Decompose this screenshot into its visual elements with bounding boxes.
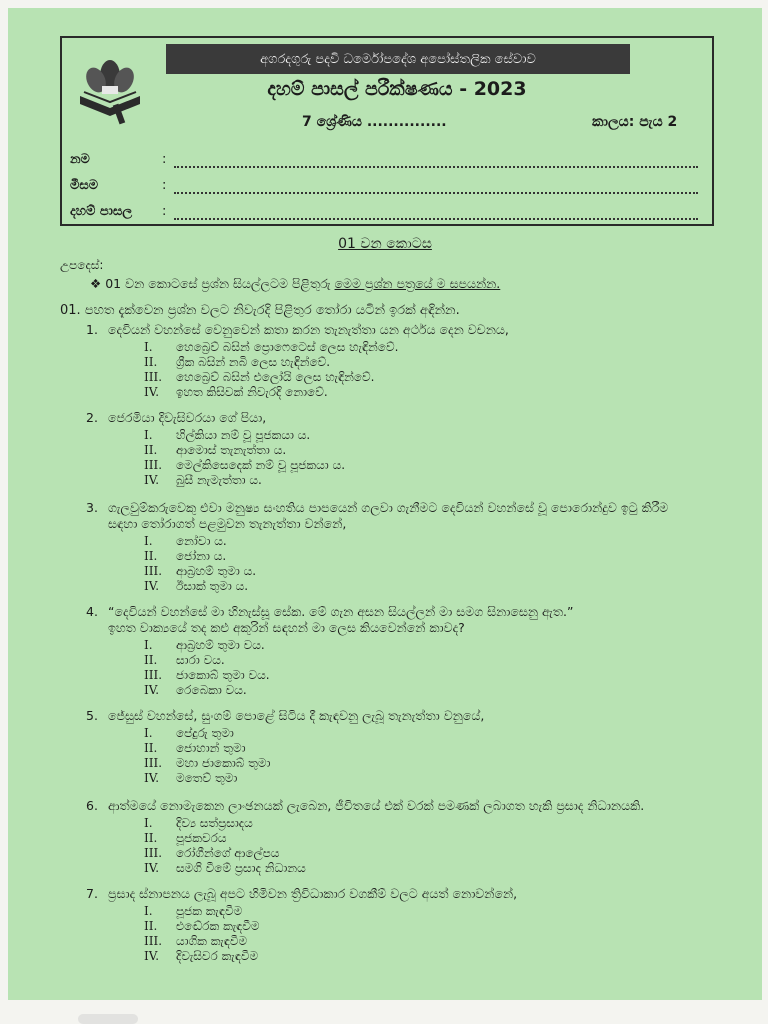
option-text: රෙබෙකා වය. xyxy=(176,683,247,697)
grade-label: 7 ශ්‍රේණිය ............... xyxy=(302,114,447,130)
time-label: කාලය: පැය 2 xyxy=(592,114,678,130)
question-text: “දෙවියන් වහන්සේ මා හිනැස්සූ සේක. මේ ගැන අසන සියල්ලන් මා සමග සිනාසෙනු ඇත.” xyxy=(108,604,574,619)
option-text: ඉහත කිසිවක් නිවැරදි නොවේ. xyxy=(176,385,328,399)
option-text: හිල්කියා නම් වූ පූජකයා ය. xyxy=(176,428,311,442)
exam-paper xyxy=(8,8,762,1000)
exam-title: දහම් පාසල් පරීක්ෂණය - 2023 xyxy=(267,78,527,100)
option-numeral: II. xyxy=(144,653,158,667)
section-title: 01 වන කොටස xyxy=(338,236,432,252)
option-3[interactable] xyxy=(144,934,736,949)
option-text: සාරා වය. xyxy=(176,653,225,667)
option-2[interactable] xyxy=(144,919,736,934)
question-text-continued: සඳහා තෝරාගත් පළමුවන තැනැත්තා වන්නේ, xyxy=(108,516,347,531)
option-numeral: III. xyxy=(144,370,163,384)
parish-field[interactable]: මීසම : xyxy=(70,178,690,200)
option-text: ආබ්‍රහම් තුමා වය. xyxy=(176,638,265,652)
option-numeral: I. xyxy=(144,428,153,442)
question-number: 1. xyxy=(86,322,98,337)
option-numeral: I. xyxy=(144,638,153,652)
option-numeral: II. xyxy=(144,549,158,563)
options-list xyxy=(144,428,736,488)
option-numeral: III. xyxy=(144,564,163,578)
option-text: ඊසාක් තුමා ය. xyxy=(176,579,249,593)
option-numeral: IV. xyxy=(144,771,160,785)
options-list xyxy=(144,638,736,698)
option-numeral: II. xyxy=(144,443,158,457)
banner: අගරදගුරු පදවි ධර්මෝපදේශ අපෝස්තලික සේවාව xyxy=(166,44,630,74)
school-label: දහම් පාසල xyxy=(70,204,133,219)
options-list xyxy=(144,534,736,594)
option-4[interactable] xyxy=(144,579,736,594)
option-text: බුසී නැමැත්තා ය. xyxy=(176,473,262,487)
main-question: 01. පහත දැක්වෙන ප්‍රශ්න වලට නිවැරදි පිළිතුර තෝරා යටින් ඉරක් අඳින්න. xyxy=(60,303,460,318)
question-1 xyxy=(86,322,736,400)
option-numeral: II. xyxy=(144,919,158,933)
option-text: මෙල්කිසෙදෙක් නම් වූ පූජකයා ය. xyxy=(176,458,346,472)
options-list xyxy=(144,816,736,876)
option-text: හෙබ්‍රෙව් බසින් එලෝයි ලෙස හැඳින්වේ. xyxy=(176,370,375,384)
question-text: ජෙරමියා දිවැසිවරයා ගේ පියා, xyxy=(108,410,267,425)
option-4[interactable] xyxy=(144,473,736,488)
question-text-continued: ඉහත වාක්‍යයේ තද කළු අකුරින් සඳහන් මා ලෙස කියවෙන්නේ කාවද? xyxy=(108,620,465,635)
parish-label: මීසම xyxy=(70,178,99,193)
question-number: 7. xyxy=(86,886,98,901)
options-list xyxy=(144,340,736,400)
option-text: ජාකොබ් තුමා වය. xyxy=(176,668,270,682)
option-numeral: IV. xyxy=(144,683,160,697)
question-text: ප්‍රසාද ස්නාපනය ලැබූ අපට හිමිවන ත්‍රිවිධාකාර වගකීම් වලට අයත් නොවන්නේ, xyxy=(108,886,518,901)
option-text: එඬේරක කැඳවීම xyxy=(176,919,260,933)
option-text: යාගික කැඳවීම xyxy=(176,934,248,948)
option-text: ආමොස් තැනැත්තා ය. xyxy=(176,443,287,457)
option-text: ආබ්‍රහම් තුමා ය. xyxy=(176,564,257,578)
option-text: රෝගීන්ගේ ආලේපය xyxy=(176,846,280,860)
option-text: පේදුරු තුමා xyxy=(176,726,234,740)
option-numeral: III. xyxy=(144,934,163,948)
option-numeral: I. xyxy=(144,816,153,830)
option-1[interactable] xyxy=(144,428,736,443)
question-text: ගැලවුම්කරුවෙකු එවා මනුෂ්‍ය සංහතිය පාපයෙන් ගලවා ගැනීමට දෙවියන් වහන්සේ වූ පොරොන්දුව ඉටු කිරීම xyxy=(108,500,669,515)
question-number: 3. xyxy=(86,500,98,515)
option-3[interactable] xyxy=(144,458,736,473)
option-4[interactable] xyxy=(144,949,736,964)
option-numeral: III. xyxy=(144,756,163,770)
option-2[interactable] xyxy=(144,831,736,846)
option-text: නෝවා ය. xyxy=(176,534,227,548)
parish-line xyxy=(174,192,698,194)
option-text: මහා ජාකොබ් තුමා xyxy=(176,756,271,770)
option-4[interactable] xyxy=(144,385,736,400)
option-numeral: IV. xyxy=(144,579,160,593)
option-4[interactable] xyxy=(144,771,736,786)
option-text: ග්‍රීක බසින් නබි ලෙස හැඳින්වේ. xyxy=(176,355,331,369)
name-line xyxy=(174,166,698,168)
option-1[interactable] xyxy=(144,340,736,355)
option-2[interactable] xyxy=(144,549,736,564)
question-2 xyxy=(86,410,736,488)
option-numeral: I. xyxy=(144,904,153,918)
option-3[interactable] xyxy=(144,756,736,771)
option-text: හෙබ්‍රෙව් බසින් ප්‍රොෆෙටෙස් ලෙස හැඳින්වේ. xyxy=(176,340,399,354)
question-3 xyxy=(86,500,736,594)
instructions-heading: උපදෙස්: xyxy=(60,258,104,272)
question-text: ආත්මයේ නොමැකෙන ලාංඡනයක් ලැබෙන, ජීවිතයේ එක් වරක් පමණක් ලබාගත හැකි ප්‍රසාද නිධානයකි. xyxy=(108,798,645,813)
option-text: පූජකවරය xyxy=(176,831,227,845)
question-6 xyxy=(86,798,736,876)
options-list xyxy=(144,726,736,786)
option-3[interactable] xyxy=(144,668,736,683)
question-number: 6. xyxy=(86,798,98,813)
option-numeral: III. xyxy=(144,458,163,472)
option-3[interactable] xyxy=(144,370,736,385)
option-numeral: III. xyxy=(144,668,163,682)
question-4 xyxy=(86,604,736,698)
scan-smudge xyxy=(78,1014,138,1024)
option-1[interactable] xyxy=(144,904,736,919)
school-line xyxy=(174,218,698,220)
question-7 xyxy=(86,886,736,964)
option-text: ජොහාන් තුමා xyxy=(176,741,246,755)
option-text: ජෝනා ය. xyxy=(176,549,227,563)
option-4[interactable] xyxy=(144,861,736,876)
option-3[interactable] xyxy=(144,846,736,861)
option-numeral: IV. xyxy=(144,385,160,399)
option-text: දිවැසිවර කැඳවීම xyxy=(176,949,259,963)
option-numeral: IV. xyxy=(144,949,160,963)
option-numeral: II. xyxy=(144,741,158,755)
option-numeral: II. xyxy=(144,831,158,845)
option-numeral: I. xyxy=(144,534,153,548)
question-number: 4. xyxy=(86,604,98,619)
option-2[interactable] xyxy=(144,443,736,458)
question-number: 2. xyxy=(86,410,98,425)
option-text: සමගි වීමේ ප්‍රසාද නිධානය xyxy=(176,861,306,875)
option-text: පූජක කැඳවීම xyxy=(176,904,243,918)
option-numeral: IV. xyxy=(144,473,160,487)
option-2[interactable] xyxy=(144,355,736,370)
option-1[interactable] xyxy=(144,638,736,653)
school-field[interactable]: දහම් පාසල : xyxy=(70,204,690,226)
question-5 xyxy=(86,708,736,786)
option-1[interactable] xyxy=(144,816,736,831)
header-box xyxy=(60,36,714,226)
option-numeral: I. xyxy=(144,726,153,740)
option-1[interactable] xyxy=(144,726,736,741)
question-text: දෙවියන් වහන්සේ වෙනුවෙන් කතා කරන තැනැත්තා යන අර්ථය දෙන වචනය, xyxy=(108,322,509,337)
option-2[interactable] xyxy=(144,741,736,756)
option-3[interactable] xyxy=(144,564,736,579)
logo-icon xyxy=(72,46,148,126)
instruction-item: ❖ 01 වන කොටසේ ප්‍රශ්න සියල්ලටම පිළිතුරු මෙම ප්‍රශ්න පත්‍රයේ ම සපයන්න. xyxy=(90,276,501,291)
option-1[interactable] xyxy=(144,534,736,549)
option-2[interactable] xyxy=(144,653,736,668)
option-text: මතෙව් තුමා xyxy=(176,771,238,785)
option-numeral: I. xyxy=(144,340,153,354)
options-list xyxy=(144,904,736,964)
question-number: 5. xyxy=(86,708,98,723)
name-label: නම xyxy=(70,152,90,167)
option-numeral: IV. xyxy=(144,861,160,875)
option-numeral: III. xyxy=(144,846,163,860)
diamond-bullet-icon: ❖ xyxy=(90,276,102,291)
question-text: ජේසුස් වහන්සේ, සුංගම් පොළේ සිටිය දී කැඳවනු ලැබූ තැනැත්තා වනුයේ, xyxy=(108,708,485,723)
name-field[interactable]: නම : xyxy=(70,152,690,174)
option-text: දිව්‍ය සත්ප්‍රසාදය xyxy=(176,816,253,830)
option-numeral: II. xyxy=(144,355,158,369)
option-4[interactable] xyxy=(144,683,736,698)
